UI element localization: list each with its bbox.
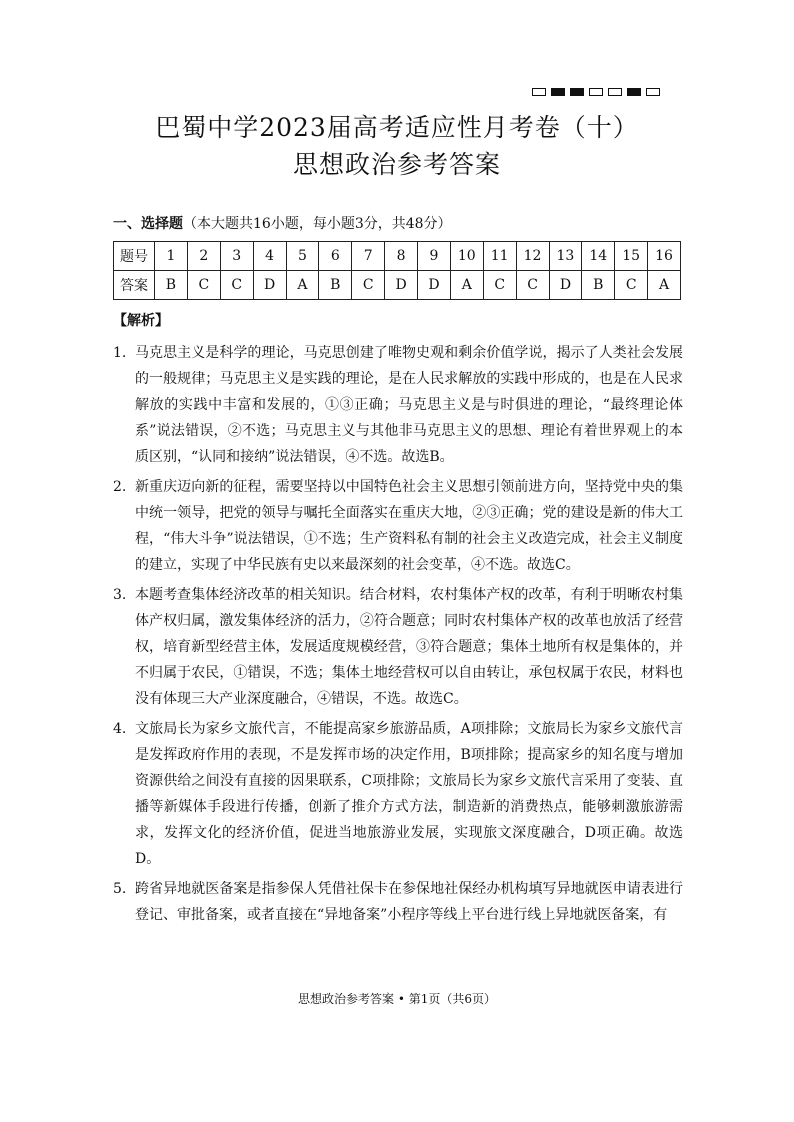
code-mark-empty [589, 88, 603, 96]
answer-cell: C [615, 271, 648, 300]
section-heading-note: （本大题共16小题，每小题3分，共48分） [183, 216, 452, 232]
question-number-cell: 4 [253, 242, 286, 271]
question-number-cell: 11 [483, 242, 516, 271]
answer-cell: C [352, 271, 385, 300]
question-number-cell: 1 [155, 242, 188, 271]
question-number-cell: 15 [615, 242, 648, 271]
item-number: 4. [113, 721, 127, 737]
analysis-item [113, 474, 683, 578]
question-number-cell: 13 [549, 242, 582, 271]
answer-cell: C [187, 271, 220, 300]
question-number-cell: 6 [319, 242, 352, 271]
answer-table-row-numbers [114, 242, 681, 271]
item-text: 马克思主义是科学的理论，马克思创建了唯物史观和剩余价值学说，揭示了人类社会发展的一般规律；马克思主义是实践的理论，是在人民求解放的实践中形成的，也是在人民求解放的实践中丰富和发展的，①③正确；马克思主义是与时俱进的理论，“最终理论体系”说法错误，②不选；马克思主义与其他非马克思主义的思想、理论有着世界观上的本质区别，“认同和接纳”说法错误，④不选。故选B。 [135, 345, 683, 465]
item-text: 跨省异地就医备案是指参保人凭借社保卡在参保地社保经办机构填写异地就医申请表进行登记、审批备案，或者直接在“异地备案”小程序等线上平台进行线上异地就医备案，有 [135, 881, 683, 923]
answer-cell: B [155, 271, 188, 300]
analysis-heading: 【解析】 [113, 313, 169, 329]
question-number-cell: 8 [385, 242, 418, 271]
item-text: 文旅局长为家乡文旅代言，不能提高家乡旅游品质，A项排除；文旅局长为家乡文旅代言是发挥政府作用的表现，不是发挥市场的决定作用，B项排除；提高家乡的知名度与增加资源供给之间没有直接的因果联系，C项排除；文旅局长为家乡文旅代言采用了变装、直播等新媒体手段进行传播，创新了推介方式方法，制造新的消费热点，能够刺激旅游需求，发挥文化的经济价值，促进当地旅游业发展，实现旅文深度融合，D项正确。故选D。 [135, 721, 683, 867]
question-number-cell: 3 [220, 242, 253, 271]
code-mark-filled [551, 88, 565, 96]
page-footer: 思想政治参考答案 • 第1页（共6页） [298, 992, 496, 1006]
item-number: 2. [113, 479, 127, 495]
section-heading-label: 一、选择题 [113, 216, 183, 232]
question-number-cell: 14 [582, 242, 615, 271]
answer-cell: C [483, 271, 516, 300]
analysis-item [113, 582, 683, 712]
answer-cell: B [582, 271, 615, 300]
section-heading [113, 215, 452, 233]
page-title: 巴蜀中学2023届高考适应性月考卷（十） [155, 113, 639, 142]
code-mark-filled [627, 88, 641, 96]
question-number-cell: 2 [187, 242, 220, 271]
page-subtitle: 思想政治参考答案 [292, 150, 501, 179]
code-mark-empty [608, 88, 622, 96]
code-mark-empty [532, 88, 546, 96]
item-number: 5. [113, 881, 127, 897]
item-text: 新重庆迈向新的征程，需要坚持以中国特色社会主义思想引领前进方向，坚持党中央的集中统一领导，把党的领导与嘱托全面落实在重庆大地，②③正确；党的建设是新的伟大工程，“伟大斗争”说法错误，①不选；生产资料私有制的社会主义改造完成，社会主义制度的建立，实现了中华民族有史以来最深刻的社会变革，④不选。故选C。 [135, 479, 683, 573]
answer-table-row-answers [114, 271, 681, 300]
code-mark-filled [570, 88, 584, 96]
answer-cell: A [286, 271, 319, 300]
question-number-cell: 16 [648, 242, 681, 271]
analysis-item [113, 876, 683, 928]
answer-cell: A [648, 271, 681, 300]
answer-cell: A [450, 271, 483, 300]
analysis-list [113, 340, 683, 932]
answer-cell: B [319, 271, 352, 300]
analysis-item [113, 716, 683, 872]
code-mark-empty [646, 88, 660, 96]
item-number: 3. [113, 587, 127, 603]
question-number-cell: 10 [450, 242, 483, 271]
item-text: 本题考查集体经济改革的相关知识。结合材料，农村集体产权的改革，有利于明晰农村集体产权归属，激发集体经济的活力，②符合题意；同时农村集体产权的改革也放活了经营权，培育新型经营主体，发展适度规模经营，③符合题意；集体土地所有权是集体的，并不归属于农民，①错误，不选；集体土地经营权可以自由转让，承包权属于农民，材料也没有体现三大产业深度融合，④错误，不选。故选C。 [135, 587, 683, 707]
row-label-numbers: 题号 [114, 242, 155, 271]
corner-code-marks [532, 88, 660, 96]
row-label-answers: 答案 [114, 271, 155, 300]
answer-cell: C [220, 271, 253, 300]
answer-cell: D [253, 271, 286, 300]
question-number-cell: 5 [286, 242, 319, 271]
item-number: 1. [113, 345, 127, 361]
question-number-cell: 7 [352, 242, 385, 271]
answer-cell: D [549, 271, 582, 300]
answer-cell: D [418, 271, 451, 300]
answer-cell: C [516, 271, 549, 300]
analysis-item [113, 340, 683, 470]
answer-table [113, 241, 681, 300]
answer-cell: D [385, 271, 418, 300]
question-number-cell: 9 [418, 242, 451, 271]
question-number-cell: 12 [516, 242, 549, 271]
